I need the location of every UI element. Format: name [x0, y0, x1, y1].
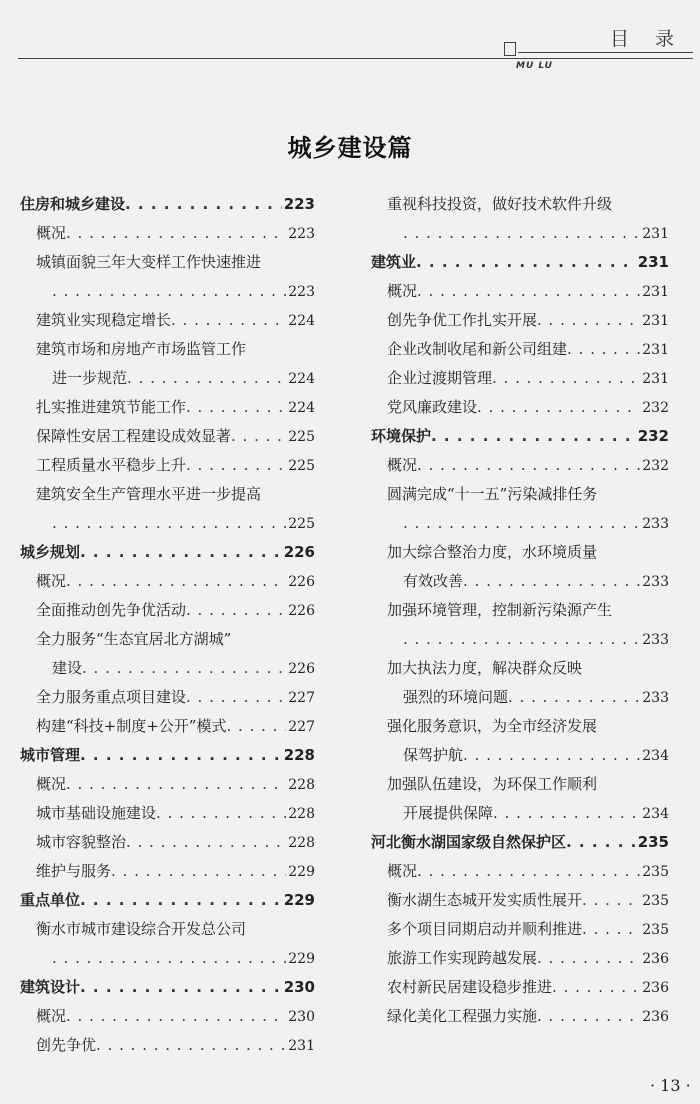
- toc-entry-title: 有效改善: [403, 572, 464, 590]
- toc-page-number: 224: [288, 371, 315, 387]
- toc-entry-title: 环境保护: [371, 427, 432, 445]
- toc-entry: [20, 567, 315, 596]
- toc-entry: [371, 770, 669, 799]
- toc-entry-title: 城镇面貌三年大变样工作快速推进: [36, 253, 262, 271]
- leader-dots: [566, 828, 636, 857]
- leader-dots: [156, 799, 286, 828]
- toc-page-number: 231: [642, 342, 669, 358]
- toc-entry-continuation: [371, 219, 669, 248]
- toc-entry-title: 绿化美化工程强力实施: [387, 1007, 538, 1025]
- toc-entry-continuation: [20, 277, 315, 306]
- toc-page-number: 224: [288, 400, 315, 416]
- toc-page-number: 233: [642, 574, 669, 590]
- leader-dots: [186, 683, 286, 712]
- toc-category: [20, 973, 315, 1002]
- toc-entry-title: 强化服务意识，为全市经济发展: [387, 717, 598, 735]
- toc-entry-title: 加大执法力度，解决群众反映: [387, 659, 583, 677]
- leader-dots: [231, 422, 286, 451]
- toc-page-number: 223: [288, 226, 315, 242]
- toc-page-number: 223: [288, 284, 315, 300]
- toc-entry-title: 全面推动创先争优活动: [36, 601, 187, 619]
- leader-dots: [508, 683, 640, 712]
- toc-page-number: 235: [642, 864, 669, 880]
- leader-dots: [66, 770, 286, 799]
- toc-entry-title: 概况: [36, 572, 67, 590]
- toc-entry-title: 维护与服务: [36, 862, 112, 880]
- toc-entry-continuation: [20, 364, 315, 393]
- leader-dots: [582, 886, 640, 915]
- leader-dots: [52, 944, 286, 973]
- toc-entry-title: 概况: [387, 282, 418, 300]
- leader-dots: [186, 393, 286, 422]
- toc-entry: [371, 973, 669, 1002]
- toc-entry-title: 进一步规范: [52, 369, 128, 387]
- toc-column-left: [20, 190, 315, 1060]
- toc-entry-title: 概况: [36, 1007, 67, 1025]
- toc-page-number: 236: [642, 951, 669, 967]
- leader-dots: [537, 1002, 640, 1031]
- leader-dots: [537, 944, 640, 973]
- toc-page-number: 232: [642, 458, 669, 474]
- leader-dots: [493, 799, 640, 828]
- toc-page-number: 231: [637, 253, 669, 271]
- leader-dots: [80, 741, 282, 770]
- leader-dots: [80, 538, 282, 567]
- toc-entry-title: 创先争优: [36, 1036, 97, 1054]
- toc-entry-continuation: [20, 944, 315, 973]
- toc-entry: [20, 248, 315, 277]
- leader-dots: [492, 364, 640, 393]
- toc-category: [20, 190, 315, 219]
- toc-entry: [371, 480, 669, 509]
- toc-entry-title: 保障性安居工程建设成效显著: [36, 427, 232, 445]
- toc-entry-title: 重视科技投资，做好技术软件升级: [387, 195, 613, 213]
- toc-entry: [20, 335, 315, 364]
- toc-entry-title: 概况: [387, 862, 418, 880]
- header-title: 目 录: [610, 28, 685, 50]
- leader-dots: [186, 596, 286, 625]
- toc-entry-title: 建筑市场和房地产市场监管工作: [36, 340, 247, 358]
- leader-dots: [403, 509, 640, 538]
- leader-dots: [477, 393, 640, 422]
- toc-entry-title: 加强环境管理，控制新污染源产生: [387, 601, 613, 619]
- toc-entry-title: 全力服务重点项目建设: [36, 688, 187, 706]
- leader-dots: [52, 509, 286, 538]
- toc-page-number: 228: [288, 806, 315, 822]
- toc-entry: [371, 190, 669, 219]
- leader-dots: [82, 654, 286, 683]
- header-rule-short: [518, 52, 693, 53]
- leader-dots: [80, 886, 282, 915]
- toc-entry: [20, 1031, 315, 1060]
- toc-entry-title: 城市管理: [20, 746, 81, 764]
- toc-entry: [20, 683, 315, 712]
- toc-entry: [371, 857, 669, 886]
- toc-page-number: 229: [288, 864, 315, 880]
- toc-entry: [371, 335, 669, 364]
- toc-entry: [20, 480, 315, 509]
- toc-page-number: 234: [642, 748, 669, 764]
- toc-category: [371, 248, 669, 277]
- toc-entry-title: 党风廉政建设: [387, 398, 478, 416]
- leader-dots: [125, 190, 282, 219]
- toc-page-number: 226: [288, 661, 315, 677]
- leader-dots: [80, 973, 282, 1002]
- toc-entry-title: 构建“科技+制度+公开”模式: [36, 717, 227, 735]
- leader-dots: [416, 248, 636, 277]
- toc-entry-title: 建筑安全生产管理水平进一步提高: [36, 485, 262, 503]
- toc-entry-title: 加大综合整治力度，水环境质量: [387, 543, 598, 561]
- toc-entry: [20, 219, 315, 248]
- toc-entry-continuation: [371, 509, 669, 538]
- leader-dots: [66, 219, 286, 248]
- toc-page-number: 235: [642, 922, 669, 938]
- toc-entry-title: 概况: [36, 775, 67, 793]
- toc-page-number: 226: [288, 603, 315, 619]
- toc-entry-title: 城市容貌整治: [36, 833, 127, 851]
- toc-entry-title: 圆满完成“十一五”污染减排任务: [387, 485, 598, 503]
- toc-entry-title: 重点单位: [20, 891, 81, 909]
- toc-entry: [20, 422, 315, 451]
- toc-entry-title: 旅游工作实现跨越发展: [387, 949, 538, 967]
- toc-entry-title: 扎实推进建筑节能工作: [36, 398, 187, 416]
- toc-entry: [371, 886, 669, 915]
- section-title: 城乡建设篇: [287, 134, 413, 162]
- toc-entry-title: 城市基础设施建设: [36, 804, 157, 822]
- toc-entry-title: 建筑业实现稳定增长: [36, 311, 172, 329]
- toc-page-number: 225: [288, 516, 315, 532]
- toc-entry-title: 住房和城乡建设: [20, 195, 126, 213]
- leader-dots: [171, 306, 286, 335]
- leader-dots: [537, 306, 640, 335]
- header-rule: [18, 58, 693, 59]
- leader-dots: [66, 567, 286, 596]
- toc-entry-title: 概况: [36, 224, 67, 242]
- toc-entry: [371, 915, 669, 944]
- toc-entry-title: 全力服务“生态宜居北方湖城”: [36, 630, 232, 648]
- toc-entry: [371, 712, 669, 741]
- toc-entry-title: 开展提供保障: [403, 804, 494, 822]
- toc-entry-title: 农村新民居建设稳步推进: [387, 978, 553, 996]
- toc-entry-title: 创先争优工作扎实开展: [387, 311, 538, 329]
- toc-entry: [20, 451, 315, 480]
- leader-dots: [52, 277, 286, 306]
- toc-entry-title: 多个项目同期启动并顺利推进: [387, 920, 583, 938]
- toc-page-number: 229: [283, 891, 315, 909]
- leader-dots: [463, 567, 640, 596]
- toc-page-number: 228: [288, 835, 315, 851]
- toc-page-number: 231: [642, 313, 669, 329]
- toc-entry: [371, 306, 669, 335]
- toc-entry: [371, 538, 669, 567]
- toc-entry: [371, 1002, 669, 1031]
- toc-page-number: 233: [642, 690, 669, 706]
- leader-dots: [96, 1031, 286, 1060]
- toc-column-right: [371, 190, 669, 1031]
- toc-entry-title: 概况: [387, 456, 418, 474]
- toc-category: [20, 538, 315, 567]
- toc-page-number: 235: [642, 893, 669, 909]
- leader-dots: [417, 857, 640, 886]
- toc-page-number: 236: [642, 980, 669, 996]
- toc-page-number: 226: [288, 574, 315, 590]
- toc-page-number: 232: [637, 427, 669, 445]
- toc-page-number: 230: [288, 1009, 315, 1025]
- leader-dots: [403, 625, 640, 654]
- toc-page-number: 230: [283, 978, 315, 996]
- toc-page-number: 232: [642, 400, 669, 416]
- toc-page-number: 228: [288, 777, 315, 793]
- toc-entry: [20, 306, 315, 335]
- leader-dots: [111, 857, 286, 886]
- leader-dots: [417, 277, 640, 306]
- leader-dots: [417, 451, 640, 480]
- toc-page-number: 225: [288, 429, 315, 445]
- toc-entry-continuation: [371, 799, 669, 828]
- toc-entry-title: 衡水湖生态城开发实质性展开: [387, 891, 583, 909]
- toc-entry: [20, 857, 315, 886]
- toc-entry: [371, 393, 669, 422]
- toc-entry-title: 保驾护航: [403, 746, 464, 764]
- toc-entry-continuation: [371, 683, 669, 712]
- leader-dots: [127, 364, 286, 393]
- leader-dots: [463, 741, 640, 770]
- toc-page-number: 233: [642, 632, 669, 648]
- leader-dots: [552, 973, 640, 1002]
- toc-entry-title: 河北衡水湖国家级自然保护区: [371, 833, 567, 851]
- toc-entry-continuation: [371, 567, 669, 596]
- toc-entry: [20, 770, 315, 799]
- toc-page-number: 227: [288, 690, 315, 706]
- toc-page-number: 234: [642, 806, 669, 822]
- toc-page-number: 231: [642, 226, 669, 242]
- toc-entry: [20, 915, 315, 944]
- toc-category: [20, 741, 315, 770]
- leader-dots: [567, 335, 640, 364]
- toc-page-number: 233: [642, 516, 669, 532]
- toc-entry-title: 工程质量水平稳步上升: [36, 456, 187, 474]
- toc-entry: [20, 393, 315, 422]
- toc-entry: [20, 625, 315, 654]
- leader-dots: [186, 451, 286, 480]
- toc-page-number: 231: [642, 284, 669, 300]
- toc-entry-title: 加强队伍建设，为环保工作顺利: [387, 775, 598, 793]
- toc-entry: [371, 364, 669, 393]
- leader-dots: [126, 828, 286, 857]
- toc-entry-continuation: [371, 625, 669, 654]
- toc-entry: [20, 828, 315, 857]
- page-number: · 13 ·: [650, 1076, 691, 1095]
- toc-entry-title: 建筑设计: [20, 978, 81, 996]
- toc-entry: [20, 1002, 315, 1031]
- toc-entry: [371, 654, 669, 683]
- toc-page-number: 223: [283, 195, 315, 213]
- toc-entry: [371, 596, 669, 625]
- toc-page-number: 226: [283, 543, 315, 561]
- leader-dots: [582, 915, 640, 944]
- toc-entry-title: 建筑业: [371, 253, 417, 271]
- toc-page-number: 229: [288, 951, 315, 967]
- toc-entry-title: 企业过渡期管理: [387, 369, 493, 387]
- header-subtitle: MU LU: [516, 61, 553, 71]
- leader-dots: [66, 1002, 286, 1031]
- toc-category: [20, 886, 315, 915]
- toc-category: [371, 828, 669, 857]
- toc-entry-continuation: [371, 741, 669, 770]
- toc-entry: [371, 277, 669, 306]
- toc-page-number: 228: [283, 746, 315, 764]
- toc-entry-title: 城乡规划: [20, 543, 81, 561]
- toc-entry: [20, 799, 315, 828]
- toc-entry: [20, 596, 315, 625]
- toc-entry-title: 企业改制收尾和新公司组建: [387, 340, 568, 358]
- toc-entry: [371, 451, 669, 480]
- leader-dots: [431, 422, 636, 451]
- leader-dots: [226, 712, 286, 741]
- header-decor-box: [504, 42, 516, 56]
- toc-entry: [20, 712, 315, 741]
- toc-page-number: 235: [637, 833, 669, 851]
- toc-entry-title: 建设: [52, 659, 83, 677]
- toc-entry-continuation: [20, 654, 315, 683]
- toc-page-number: 224: [288, 313, 315, 329]
- leader-dots: [403, 219, 640, 248]
- toc-category: [371, 422, 669, 451]
- toc-page-number: 231: [642, 371, 669, 387]
- toc-entry-title: 强烈的环境问题: [403, 688, 509, 706]
- toc-page-number: 227: [288, 719, 315, 735]
- toc-page-number: 231: [288, 1038, 315, 1054]
- toc-page-number: 236: [642, 1009, 669, 1025]
- toc-entry: [371, 944, 669, 973]
- toc-entry-title: 衡水市城市建设综合开发总公司: [36, 920, 247, 938]
- toc-page-number: 225: [288, 458, 315, 474]
- toc-entry-continuation: [20, 509, 315, 538]
